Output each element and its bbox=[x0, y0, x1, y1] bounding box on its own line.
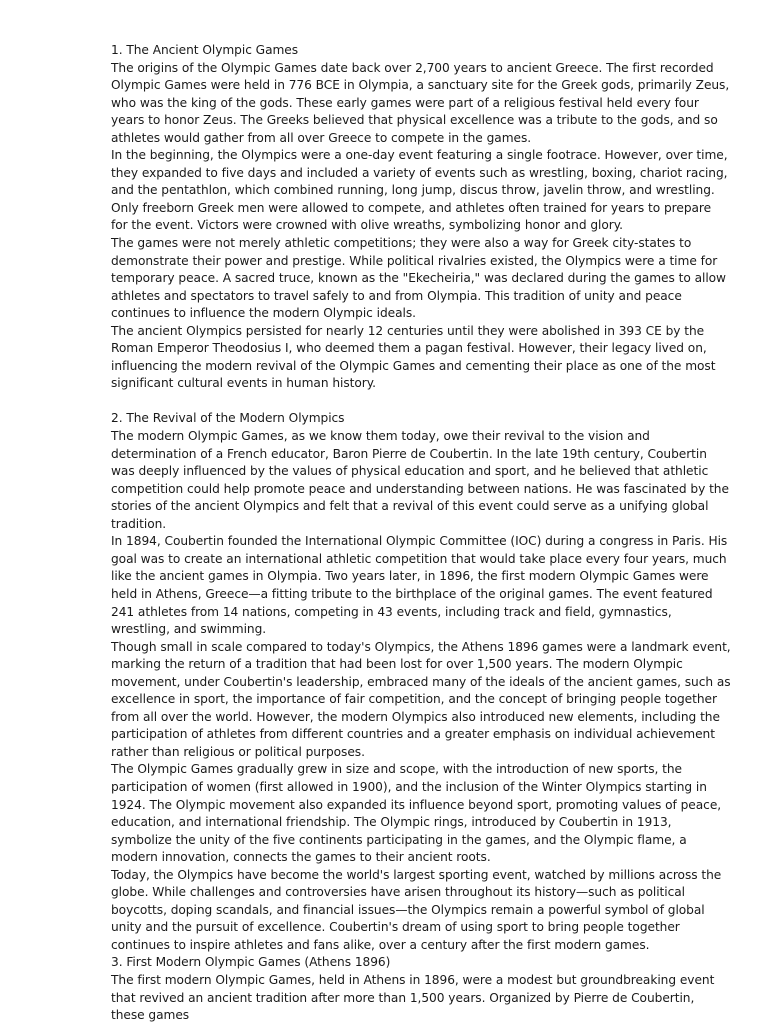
section-1-paragraph-4: The ancient Olympics persisted for nearly 12 centuries until they were abolished in 393 CE by the Roman Emperor Theodosius I, who deemed them a pagan festival. However, their legacy lived on, influencing the modern revival of the Olympic Games and cementing their place as one of the most significant cultural events in human history. bbox=[111, 323, 716, 391]
section-2-paragraph-4: The Olympic Games gradually grew in size and scope, with the introduction of new sports, the participation of women (first allowed in 1900), and the inclusion of the Winter Olympics starting in 1924. The Olympic movement also expanded its influence beyond sport, promoting values of peace, education, and international friendship. The Olympic rings, introduced by Coubertin in 1913, symbolize the unity of the five continents participating in the games, and the Olympic flame, a modern innovation, connects the games to their ancient roots. bbox=[111, 762, 722, 865]
section-2-paragraph-1: The modern Olympic Games, as we know them today, owe their revival to the vision and determination of a French educator, Baron Pierre de Coubertin. In the late 19th century, Coubertin was deeply influenced by the values of physical education and sport, and he believed that athletic competition could help promote peace and understanding between nations. He was fascinated by the stories of the ancient Olympics and felt that a revival of this event could serve as a unifying global tradition. bbox=[111, 429, 729, 531]
section-1-heading: 1. The Ancient Olympic Games bbox=[111, 43, 299, 57]
section-3-heading: 3. First Modern Olympic Games (Athens 1896) bbox=[111, 955, 391, 970]
section-2-paragraph-3: Though small in scale compared to today's Olympics, the Athens 1896 games were a landmark event, marking the return of a tradition that had been lost for over 1,500 years. The modern Olympic movement, under Coubertin's leadership, embraced many of the ideals of the ancient games, such as excellence in sport, the importance of fair competition, and the concept of bringing people together from all over the world. However, the modern Olympics also introduced new elements, including the participation of athletes from different countries and a greater emphasis on individual achievement rather than religious or political purposes. bbox=[111, 639, 731, 759]
section-3-paragraph-1: The first modern Olympic Games, held in Athens in 1896, were a modest but groundbreaking event that revived an ancient tradition after more than 1,500 years. Organized by Pierre de Coubertin, these games bbox=[111, 972, 715, 1023]
section-2-paragraph-2: In 1894, Coubertin founded the International Olympic Committee (IOC) during a congress in Paris. His goal was to create an international athletic competition that would take place every four years, much like the ancient games in Olympia. Two years later, in 1896, the first modern Olympic Games were held in Athens, Greece—a fitting tribute to the birthplace of the original games. The event featured 241 athletes from 14 nations, competing in 43 events, including track and field, gymnastics, wrestling, and swimming. bbox=[111, 534, 728, 637]
section-spacer bbox=[111, 393, 731, 411]
section-2-paragraph-5: Today, the Olympics have become the world's largest sporting event, watched by millions across the globe. While challenges and controversies have arisen throughout its history—such as political boycotts, doping scandals, and financial issues—the Olympics remain a powerful symbol of global unity and the pursuit of excellence. Coubertin's dream of using sport to bring people together continues to inspire athletes and fans alike, over a century after the first modern games. bbox=[111, 867, 722, 952]
section-1-paragraph-3: The games were not merely athletic competitions; they were also a way for Greek city-states to demonstrate their power and prestige. While political rivalries existed, the Olympics were a time for temporary peace. A sacred truce, known as the "Ekecheiria," was declared during the games to allow athletes and spectators to travel safely to and from Olympia. This tradition of unity and peace continues to influence the modern Olympic ideals. bbox=[111, 236, 726, 321]
document-page bbox=[111, 42, 731, 1025]
section-1-paragraph-1: The origins of the Olympic Games date back over 2,700 years to ancient Greece. The first recorded Olympic Games were held in 776 BCE in Olympia, a sanctuary site for the Greek gods, primarily Zeus, who was the king of the gods. These early games were part of a religious festival held every four years to honor Zeus. The Greeks believed that physical excellence was a tribute to the gods, and so athletes would gather from all over Greece to compete in the games. bbox=[111, 60, 730, 145]
section-1-paragraph-2: In the beginning, the Olympics were a one-day event featuring a single footrace. However, over time, they expanded to five days and included a variety of events such as wrestling, boxing, chariot racing, and the pentathlon, which combined running, long jump, discus throw, javelin throw, and wrestling. Only freeborn Greek men were allowed to compete, and athletes often trained for years to prepare for the event. Victors were crowned with olive wreaths, symbolizing honor and glory. bbox=[111, 148, 728, 233]
section-2-heading: 2. The Revival of the Modern Olympics bbox=[111, 411, 345, 426]
